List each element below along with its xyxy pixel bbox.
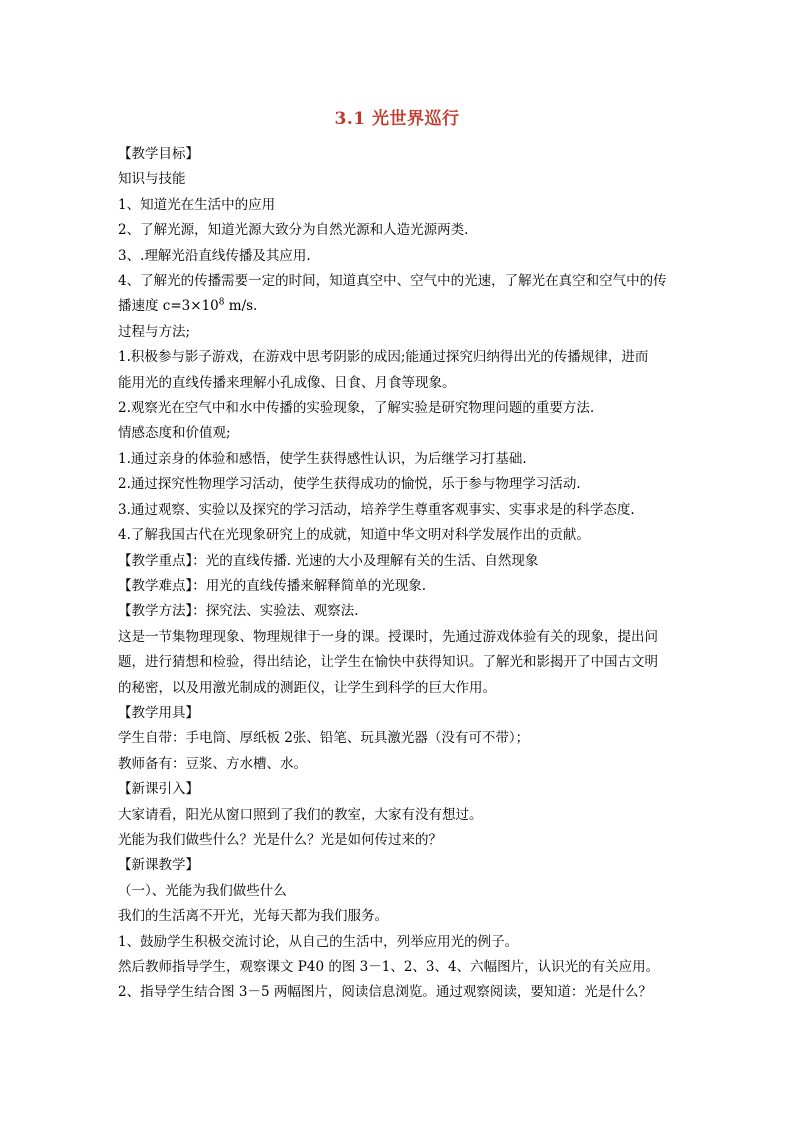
objective-item: 3、.理解光沿直线传播及其应用. xyxy=(118,247,311,264)
intro-paragraph: 这是一节集物理现象、物理规律于一身的课。授课时，先通过游戏体验有关的现象，提出问 xyxy=(118,628,658,645)
method-item: 能用光的直线传播来理解小孔成像、日食、月食等现象。 xyxy=(118,374,456,391)
subheading-knowledge-skills: 知识与技能 xyxy=(118,171,186,188)
lesson-text: 1、鼓励学生积极交流讨论，从自己的生活中，列举应用光的例子。 xyxy=(118,933,519,950)
method-item: 2.观察光在空气中和水中传播的实验现象，了解实验是研究物理问题的重要方法. xyxy=(118,400,595,417)
attitude-item: 1.通过亲身的体验和感悟，使学生获得感性认识，为后继学习打基础. xyxy=(118,450,527,467)
section-heading-introduction: 【新课引入】 xyxy=(118,781,199,798)
introduction-text: 大家请看，阳光从窗口照到了我们的教室，大家有没有想过。 xyxy=(118,806,483,823)
objective-item: 4、了解光的传播需要一定的时间，知道真空中、空气中的光速，了解光在真空和空气中的传 xyxy=(118,273,667,290)
lesson-text: 2、指导学生结合图 3－5 两幅图片，阅读信息浏览。通过观察阅读，要知道：光是什么？ xyxy=(118,984,652,1001)
subheading-process-methods: 过程与方法; xyxy=(118,323,191,340)
section-heading-objectives: 【教学目标】 xyxy=(118,146,199,162)
document-body xyxy=(118,142,678,1006)
document-title: 3.1 光世界巡行 xyxy=(334,109,460,129)
objective-item: 1、知道光在生活中的应用 xyxy=(118,196,276,213)
tools-teacher: 教师备有：豆浆、方水槽、水。 xyxy=(118,755,307,772)
attitude-item: 2.通过探究性物理学习活动，使学生获得成功的愉悦，乐于参与物理学习活动. xyxy=(118,476,581,493)
lesson-text: 然后教师指导学生，观察课文 P40 的图 3－1、2、3、4、六幅图片，认识光的有关应用。 xyxy=(118,959,660,975)
light-speed-unit: m/s. xyxy=(224,298,258,315)
attitude-item: 4.了解我国古代在光现象研究上的成就，知道中华文明对科学发展作出的贡献。 xyxy=(118,527,590,544)
method-item: 1.积极参与影子游戏，在游戏中思考阴影的成因;能通过探究归纳得出光的传播规律，进而 xyxy=(118,349,649,366)
key-point: 【教学重点】：光的直线传播. 光速的大小及理解有关的生活、自然现象 xyxy=(118,552,539,569)
lesson-subsection: （一）、光能为我们做些什么 xyxy=(118,882,287,899)
intro-paragraph: 的秘密，以及用激光制成的测距仪，让学生到科学的巨大作用。 xyxy=(118,679,496,696)
difficult-point: 【教学难点】：用光的直线传播来解释简单的光现象. xyxy=(118,577,427,594)
introduction-text: 光能为我们做些什么？光是什么？光是如何传过来的？ xyxy=(118,831,442,848)
exponent: 8 xyxy=(218,297,225,308)
lesson-text: 我们的生活离不开光，光每天都为我们服务。 xyxy=(118,908,388,925)
objective-item: 2、了解光源，知道光源大致分为自然光源和人造光源两类. xyxy=(118,222,469,239)
intro-paragraph: 题，进行猜想和检验，得出结论，让学生在愉快中获得知识。了解光和影揭开了中国古文明 xyxy=(118,654,658,671)
subheading-attitude-values: 情感态度和价值观; xyxy=(118,425,231,442)
light-speed-line xyxy=(118,294,678,319)
tools-students: 学生自带：手电筒、厚纸板 2张、铅笔、玩具激光器（没有可不带）； xyxy=(118,730,530,747)
section-heading-tools: 【教学用具】 xyxy=(118,704,199,721)
teaching-methods: 【教学方法】：探究法、实验法、观察法. xyxy=(118,603,359,620)
attitude-item: 3.通过观察、实验以及探究的学习活动，培养学生尊重客观事实、实事求是的科学态度. xyxy=(118,501,635,518)
section-heading-new-lesson: 【新课教学】 xyxy=(118,857,199,874)
light-speed-text: 播速度 c=3×10 xyxy=(118,298,219,315)
